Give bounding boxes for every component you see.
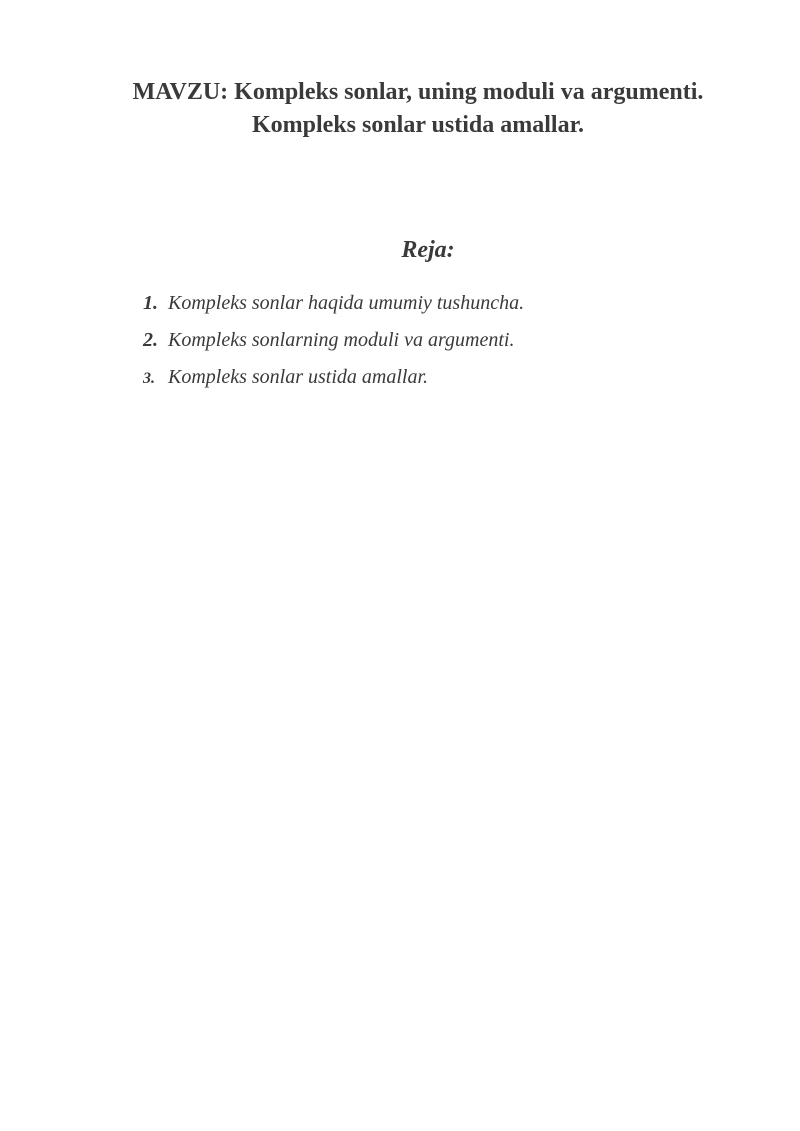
topic-title-line-1: MAVZU: Kompleks sonlar, uning moduli va argumenti.: [132, 79, 704, 105]
plan-item-number: 2.: [143, 329, 158, 351]
plan-item: [143, 366, 524, 403]
topic-title-line-2: Kompleks sonlar ustida amallar.: [251, 112, 585, 138]
plan-item: [143, 292, 524, 329]
plan-item: [143, 329, 524, 366]
plan-item-number: 3.: [143, 370, 155, 387]
plan-list: [143, 292, 524, 403]
plan-item-number: 1.: [143, 292, 158, 314]
plan-item-text: Kompleks sonlar ustida amallar.: [168, 366, 429, 388]
topic-title: [0, 76, 800, 142]
plan-heading: Reja:: [401, 237, 455, 263]
plan-item-text: Kompleks sonlarning moduli va argumenti.: [168, 329, 515, 351]
plan-item-text: Kompleks sonlar haqida umumiy tushuncha.: [168, 292, 525, 314]
